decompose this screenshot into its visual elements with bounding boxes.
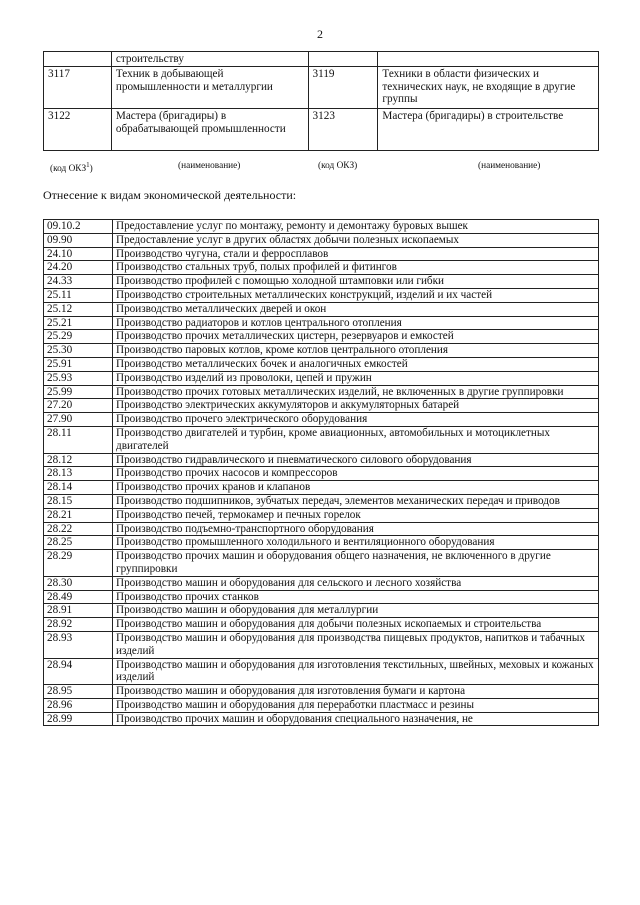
okved-row bbox=[44, 536, 599, 550]
okved-name-cell: Производство двигателей и турбин, кроме авиационных, автомобильных и мотоциклетных двигателей bbox=[113, 426, 599, 453]
okved-name-cell: Производство металлических бочек и аналогичных емкостей bbox=[113, 357, 599, 371]
okved-name-cell: Производство прочего электрического оборудования bbox=[113, 413, 599, 427]
okved-row bbox=[44, 631, 599, 658]
okz-code-caption-end: ) bbox=[89, 164, 93, 175]
okved-row bbox=[44, 413, 599, 427]
okved-name-cell: Производство строительных металлических конструкций, изделий и их частей bbox=[113, 288, 599, 302]
okved-row bbox=[44, 261, 599, 275]
okz-code-caption-2: (код ОКЗ) bbox=[318, 161, 358, 171]
okved-code-cell: 28.13 bbox=[44, 467, 113, 481]
okved-row bbox=[44, 330, 599, 344]
okz-name-cell: строительству bbox=[111, 52, 308, 67]
okved-code-cell: 25.11 bbox=[44, 288, 113, 302]
okved-name-cell: Производство подшипников, зубчатых передач, элементов механических передач и приводов bbox=[113, 494, 599, 508]
okved-code-cell: 28.49 bbox=[44, 590, 113, 604]
okved-row bbox=[44, 658, 599, 685]
page-number: 2 bbox=[317, 27, 323, 41]
okved-code-cell: 27.20 bbox=[44, 399, 113, 413]
okved-name-cell: Производство прочих машин и оборудования специального назначения, не bbox=[113, 712, 599, 726]
okz-name-cell: Мастера (бригадиры) в строительстве bbox=[378, 109, 599, 151]
okz-code-cell bbox=[308, 52, 378, 67]
okz-name-caption-2: (наименование) bbox=[478, 161, 541, 171]
okved-code-cell: 25.99 bbox=[44, 385, 113, 399]
okz-code-cell: 3122 bbox=[44, 109, 112, 151]
okved-row bbox=[44, 550, 599, 577]
okz-row bbox=[44, 52, 599, 67]
okved-row bbox=[44, 220, 599, 234]
okved-code-cell: 28.95 bbox=[44, 685, 113, 699]
okved-name-cell: Производство машин и оборудования для добычи полезных ископаемых и строительства bbox=[113, 618, 599, 632]
okz-row bbox=[44, 109, 599, 151]
okved-row bbox=[44, 618, 599, 632]
okved-name-cell: Производство прочих машин и оборудования общего назначения, не включенного в другие группировки bbox=[113, 550, 599, 577]
okved-code-cell: 24.33 bbox=[44, 275, 113, 289]
okved-code-cell: 25.91 bbox=[44, 357, 113, 371]
okved-code-cell: 25.12 bbox=[44, 302, 113, 316]
okved-code-cell: 25.30 bbox=[44, 344, 113, 358]
okved-code-cell: 28.12 bbox=[44, 453, 113, 467]
okz-code-caption-text: (код ОКЗ bbox=[50, 164, 87, 175]
okved-row bbox=[44, 481, 599, 495]
okved-code-cell: 27.90 bbox=[44, 413, 113, 427]
okz-code-cell: 3119 bbox=[308, 67, 378, 109]
okved-row bbox=[44, 698, 599, 712]
okved-row bbox=[44, 399, 599, 413]
okved-row bbox=[44, 494, 599, 508]
okved-code-cell: 28.22 bbox=[44, 522, 113, 536]
okved-name-cell: Производство прочих металлических цистерн, резервуаров и емкостей bbox=[113, 330, 599, 344]
okved-name-cell: Производство радиаторов и котлов центрального отопления bbox=[113, 316, 599, 330]
okved-name-cell: Производство изделий из проволоки, цепей и пружин bbox=[113, 371, 599, 385]
okved-name-cell: Производство прочих готовых металлических изделий, не включенных в другие группировки bbox=[113, 385, 599, 399]
okved-code-cell: 28.94 bbox=[44, 658, 113, 685]
okved-name-cell: Производство машин и оборудования для изготовления бумаги и картона bbox=[113, 685, 599, 699]
okved-code-cell: 28.11 bbox=[44, 426, 113, 453]
okved-name-cell: Производство машин и оборудования для изготовления текстильных, швейных, меховых и кожаных изделий bbox=[113, 658, 599, 685]
okved-name-cell: Производство промышленного холодильного и вентиляционного оборудования bbox=[113, 536, 599, 550]
okved-code-cell: 28.93 bbox=[44, 631, 113, 658]
okz-name-caption: (наименование) bbox=[178, 161, 241, 171]
okved-name-cell: Производство машин и оборудования для производства пищевых продуктов, напитков и табачных изделий bbox=[113, 631, 599, 658]
okved-code-cell: 24.20 bbox=[44, 261, 113, 275]
okved-table bbox=[43, 219, 599, 726]
okved-name-cell: Производство прочих кранов и клапанов bbox=[113, 481, 599, 495]
okz-code-cell bbox=[44, 52, 112, 67]
okved-row bbox=[44, 426, 599, 453]
okved-row bbox=[44, 247, 599, 261]
okved-code-cell: 09.90 bbox=[44, 233, 113, 247]
okved-row bbox=[44, 344, 599, 358]
okved-code-cell: 25.29 bbox=[44, 330, 113, 344]
okz-name-cell: Техники в области физических и технических наук, не входящие в другие группы bbox=[378, 67, 599, 109]
okved-name-cell: Производство стальных труб, полых профилей и фитингов bbox=[113, 261, 599, 275]
okved-code-cell: 25.93 bbox=[44, 371, 113, 385]
okved-name-cell: Производство машин и оборудования для переработки пластмасс и резины bbox=[113, 698, 599, 712]
okved-code-cell: 24.10 bbox=[44, 247, 113, 261]
okved-code-cell: 09.10.2 bbox=[44, 220, 113, 234]
okved-row bbox=[44, 685, 599, 699]
okz-name-cell: Мастера (бригадиры) в обрабатывающей промышленности bbox=[111, 109, 308, 151]
okved-name-cell: Производство профилей с помощью холодной штамповки или гибки bbox=[113, 275, 599, 289]
okved-row bbox=[44, 522, 599, 536]
okved-row bbox=[44, 604, 599, 618]
okved-code-cell: 28.91 bbox=[44, 604, 113, 618]
okz-row bbox=[44, 67, 599, 109]
okved-code-cell: 28.99 bbox=[44, 712, 113, 726]
okved-name-cell: Производство паровых котлов, кроме котлов центрального отопления bbox=[113, 344, 599, 358]
okved-name-cell: Производство машин и оборудования для сельского и лесного хозяйства bbox=[113, 576, 599, 590]
okz-code-cell: 3123 bbox=[308, 109, 378, 151]
okz-code-caption bbox=[50, 161, 93, 174]
okved-code-cell: 28.25 bbox=[44, 536, 113, 550]
okved-code-cell: 28.30 bbox=[44, 576, 113, 590]
okved-name-cell: Производство прочих насосов и компрессоров bbox=[113, 467, 599, 481]
okved-row bbox=[44, 316, 599, 330]
okved-row bbox=[44, 288, 599, 302]
okved-row bbox=[44, 275, 599, 289]
okved-row bbox=[44, 453, 599, 467]
okved-name-cell: Производство гидравлического и пневматического силового оборудования bbox=[113, 453, 599, 467]
okved-row bbox=[44, 712, 599, 726]
footnote-mark: 1 bbox=[86, 161, 90, 169]
okved-row bbox=[44, 357, 599, 371]
okz-name-cell bbox=[378, 52, 599, 67]
okved-code-cell: 28.21 bbox=[44, 508, 113, 522]
okved-code-cell: 28.14 bbox=[44, 481, 113, 495]
okved-name-cell: Производство металлических дверей и окон bbox=[113, 302, 599, 316]
okved-code-cell: 28.92 bbox=[44, 618, 113, 632]
okved-code-cell: 25.21 bbox=[44, 316, 113, 330]
okved-name-cell: Производство подъемно-транспортного оборудования bbox=[113, 522, 599, 536]
okz-code-cell: 3117 bbox=[44, 67, 112, 109]
okz-name-cell: Техник в добывающей промышленности и металлургии bbox=[111, 67, 308, 109]
okved-name-cell: Производство печей, термокамер и печных горелок bbox=[113, 508, 599, 522]
okved-row bbox=[44, 576, 599, 590]
okved-code-cell: 28.96 bbox=[44, 698, 113, 712]
okved-code-cell: 28.29 bbox=[44, 550, 113, 577]
okved-name-cell: Производство электрических аккумуляторов и аккумуляторных батарей bbox=[113, 399, 599, 413]
okved-row bbox=[44, 467, 599, 481]
okved-row bbox=[44, 590, 599, 604]
okved-name-cell: Производство чугуна, стали и ферросплавов bbox=[113, 247, 599, 261]
okved-name-cell: Предоставление услуг в других областях добычи полезных ископаемых bbox=[113, 233, 599, 247]
okved-row bbox=[44, 233, 599, 247]
okved-code-cell: 28.15 bbox=[44, 494, 113, 508]
okved-row bbox=[44, 371, 599, 385]
okved-row bbox=[44, 302, 599, 316]
okz-table bbox=[43, 51, 599, 151]
section-title: Отнесение к видам экономической деятельности: bbox=[43, 188, 297, 202]
okved-row bbox=[44, 508, 599, 522]
okved-name-cell: Производство машин и оборудования для металлургии bbox=[113, 604, 599, 618]
okved-name-cell: Предоставление услуг по монтажу, ремонту и демонтажу буровых вышек bbox=[113, 220, 599, 234]
okved-row bbox=[44, 385, 599, 399]
okved-name-cell: Производство прочих станков bbox=[113, 590, 599, 604]
